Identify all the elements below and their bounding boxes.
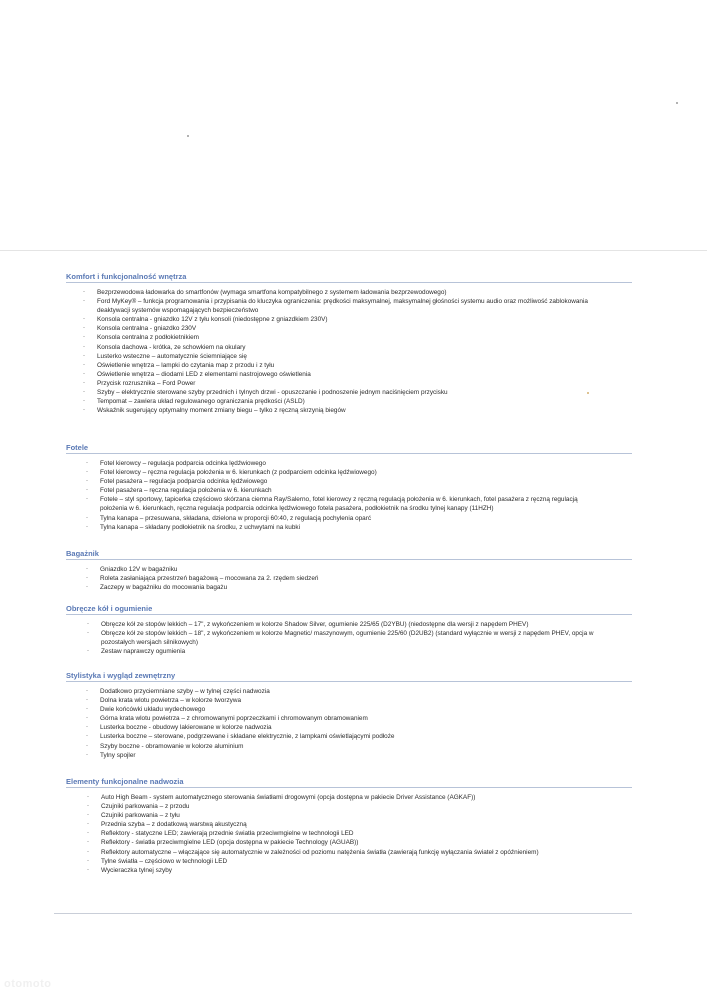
section-fotele [66, 443, 632, 532]
list-item: - Dwie końcówki układu wydechowego [100, 705, 632, 714]
list-item: - Fotel pasażera – ręczna regulacja położenia w 6. kierunkach [100, 486, 632, 495]
section-rule [66, 453, 632, 454]
list-item: - Fotel kierowcy – regulacja podparcia odcinka lędźwiowego [100, 459, 632, 468]
list-item: - Konsola dachowa - krótka, ze schowkiem na okulary [97, 343, 632, 352]
list-item: - Szyby – elektrycznie sterowane szyby przednich i tylnych drzwi - opuszczanie i podnoszenie jednym naciśnięciem przycisku [97, 388, 632, 397]
list-item: - Konsola centralna - gniazdko 230V [97, 324, 632, 333]
list-item: - Tylne światła – częściowo w technologii LED [101, 857, 632, 866]
section-rule [66, 681, 632, 682]
list-item: - Auto High Beam - system automatycznego sterowania światłami drogowymi (opcja dostępna w pakiecie Driver Assistance (AGKAF)) [101, 793, 632, 802]
item-list [66, 620, 632, 656]
scan-page-edge [0, 250, 707, 251]
scan-speck [676, 102, 678, 104]
list-item: - Ford MyKey® – funkcja programowania i przypisania do kluczyka ograniczenia: prędkości maksymalnej, maksymalnej głośności systemu audio oraz możliwość zablokowania deaktywacji systemów wspomagających bezpieczeństwo [97, 297, 597, 315]
list-item: - Reflektory - światła przeciwmgielne LED (opcja dostępna w pakiecie Technology (AGUAB)) [101, 838, 632, 847]
list-item: - Fotele – styl sportowy, tapicerka częściowo skórzana ciemna Ray/Salerno, fotel kierowcy z ręczną regulacją położenia w 6. kierunkach, fotel pasażera z ręczną regulacją położenia w 6. kierunkach, ręczna regulacja podparcia odcinka lędźwiowego fotela pasażera, podłokietnik na środku tylnej kanapy (11HZH) [100, 495, 600, 513]
list-item: - Obręcze kół ze stopów lekkich – 18", z wykończeniem w kolorze Magnetic/ maszynowym, ogumienie 225/60 (D2UB2) (standard wyłącznie w wersji z napędem PHEV, opcja w pozostałych wersjach silnikowych) [101, 629, 611, 647]
list-item: - Wycieraczka tylnej szyby [101, 866, 632, 875]
list-item: - Roleta zasłaniająca przestrzeń bagażową – mocowana za 2. rzędem siedzeń [100, 574, 632, 583]
list-item: - Tylna kanapa – przesuwana, składana, dzielona w proporcji 60:40, z regulacją pochylenia oparć [100, 514, 632, 523]
list-item: - Oświetlenie wnętrza – lampki do czytania map z przodu i z tyłu [97, 361, 632, 370]
list-item: - Konsola centralna z podłokietnikiem [97, 333, 632, 342]
list-item: - Gniazdko 12V w bagażniku [100, 565, 632, 574]
list-item: - Zaczepy w bagażniku do mocowania bagażu [100, 583, 632, 592]
list-item: - Oświetlenie wnętrza – diodami LED z elementami nastrojowego oświetlenia [97, 370, 632, 379]
item-list [66, 565, 632, 592]
list-item: - Wskaźnik sugerujący optymalny moment zmiany biegu – tylko z ręczną skrzynią biegów [97, 406, 632, 415]
list-item: - Reflektory - statyczne LED; zawierają przednie światła przeciwmgielne w technologii LED [101, 829, 632, 838]
list-item: - Dodatkowo przyciemniane szyby – w tylnej części nadwozia [100, 687, 632, 696]
section-title: Obręcze kół i ogumienie [66, 604, 153, 613]
list-item: - Tempomat – zawiera układ regulowanego ograniczania prędkości (ASLD) [97, 397, 632, 406]
section-title: Elementy funkcjonalne nadwozia [66, 777, 184, 786]
list-item: - Konsola centralna - gniazdko 12V z tyłu konsoli (niedostępne z gniazdkiem 230V) [97, 315, 632, 324]
list-item: - Górna krata wlotu powietrza – z chromowanymi poprzeczkami i chromowanym obramowaniem [100, 714, 632, 723]
item-list [66, 459, 632, 532]
item-list [66, 793, 632, 875]
section-rule [66, 559, 632, 560]
item-list [66, 687, 632, 760]
section-elementy [66, 777, 632, 875]
section-rule [66, 282, 632, 283]
section-title: Fotele [66, 443, 89, 452]
scan-speck [187, 135, 189, 137]
section-stylistyka [66, 671, 632, 760]
list-item: - Fotel kierowcy – ręczna regulacja położenia w 6. kierunkach (z podparciem odcinka lędźwiowego) [100, 468, 632, 477]
section-rule [66, 787, 632, 788]
list-item: - Dolna krata wlotu powietrza – w kolorze tworzywa [100, 696, 632, 705]
list-item: - Reflektory automatyczne – włączające się automatycznie w zależności od poziomu natężenia światła (zawierają funkcję wyłączania świateł z opóźnieniem) [101, 848, 632, 857]
list-item: - Przycisk rozrusznika – Ford Power [97, 379, 632, 388]
list-item: - Bezprzewodowa ładowarka do smartfonów (wymaga smartfona kompatybilnego z systemem ładowania bezprzewodowego) [97, 288, 632, 297]
list-item: - Fotel pasażera – regulacja podparcia odcinka lędźwiowego [100, 477, 632, 486]
item-list [66, 288, 632, 415]
list-item: - Lusterka boczne - obudowy lakierowane w kolorze nadwozia [100, 723, 632, 732]
list-item: - Przednia szyba – z dodatkową warstwą akustyczną [101, 820, 632, 829]
list-item: - Tylna kanapa – składany podłokietnik na środku, z uchwytami na kubki [100, 523, 632, 532]
section-komfort [66, 272, 632, 415]
list-item: - Tylny spojler [100, 751, 632, 760]
section-obrecze [66, 604, 632, 656]
list-item: - Obręcze kół ze stopów lekkich – 17", z wykończeniem w kolorze Shadow Silver, ogumienie 225/65 (D2YBU) (niedostępne dla wersji z napędem PHEV) [101, 620, 621, 629]
bottom-rule [54, 913, 632, 914]
section-title: Stylistyka i wygląd zewnętrzny [66, 671, 176, 680]
list-item: - Zestaw naprawczy ogumienia [101, 647, 632, 656]
list-item: - Lusterka boczne – sterowane, podgrzewane i składane elektrycznie, z lampkami oświetlającymi podłoże [100, 732, 632, 741]
list-item: - Szyby boczne - obramowanie w kolorze aluminium [100, 742, 632, 751]
list-item: - Lusterko wsteczne – automatycznie ściemniające się [97, 352, 632, 361]
list-item: - Czujniki parkowania – z tyłu [101, 811, 632, 820]
watermark: otomoto [4, 978, 52, 990]
section-bagaznik [66, 549, 632, 592]
section-title: Komfort i funkcjonalność wnętrza [66, 272, 187, 281]
section-title: Bagażnik [66, 549, 99, 558]
list-item: - Czujniki parkowania – z przodu [101, 802, 632, 811]
section-rule [66, 614, 632, 615]
